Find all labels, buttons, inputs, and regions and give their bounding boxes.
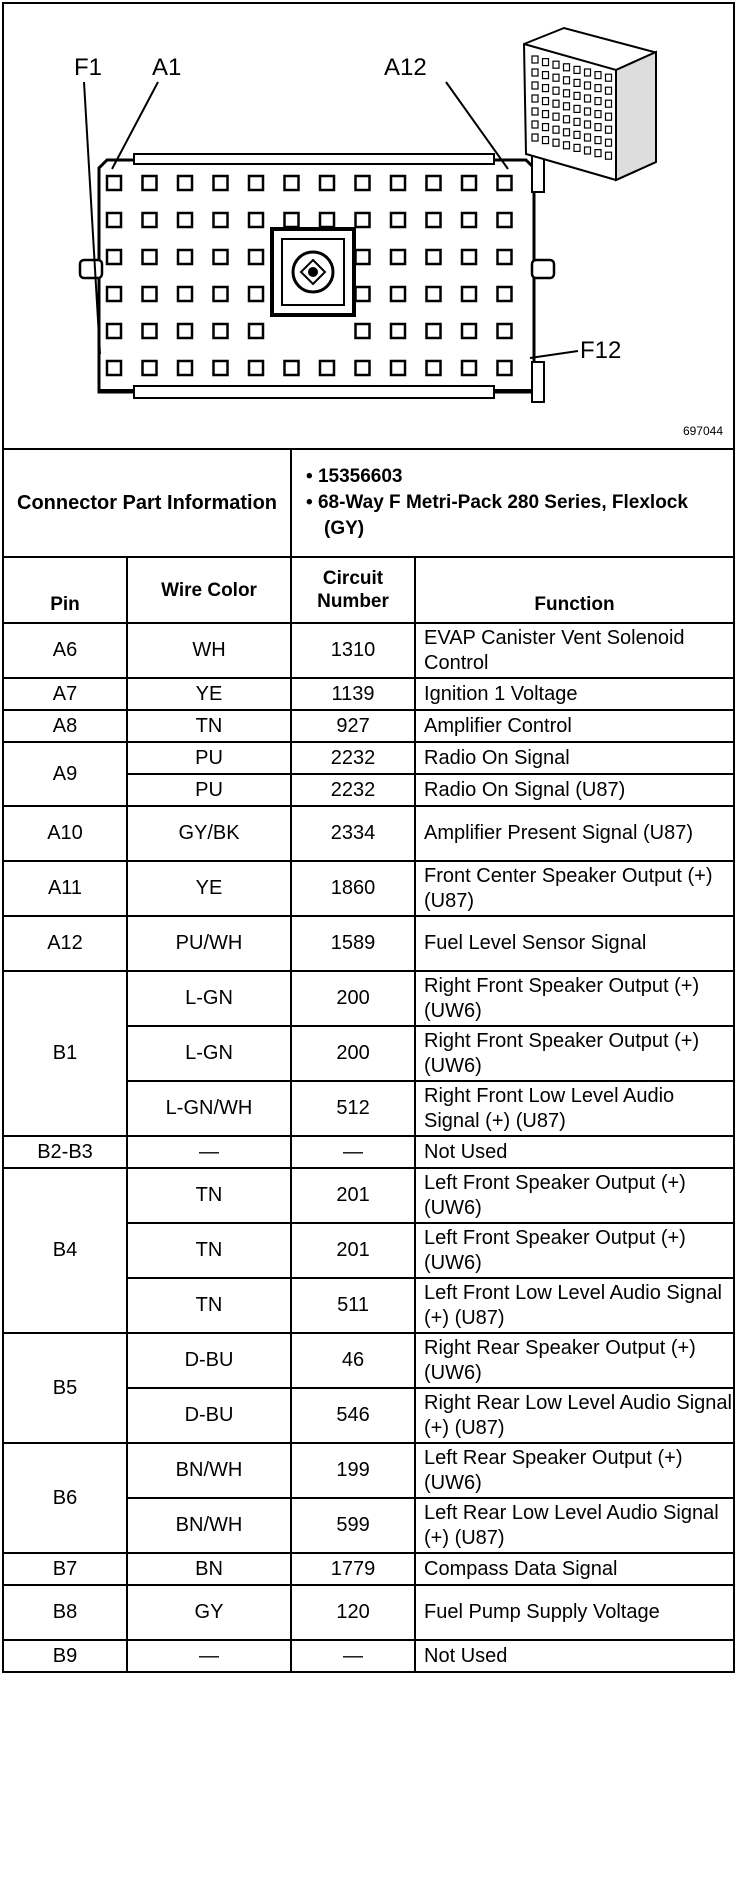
iso-pin-cavity — [606, 139, 612, 146]
iso-pin-cavity — [595, 98, 601, 105]
circuit-cell: 1779 — [291, 1553, 415, 1585]
function-cell: Fuel Level Sensor Signal — [415, 916, 734, 971]
iso-pin-cavity — [574, 105, 580, 112]
circuit-cell: 1139 — [291, 678, 415, 710]
pin-cavity — [320, 176, 334, 190]
iso-pin-cavity — [553, 87, 559, 94]
pin-cavity — [356, 287, 370, 301]
function-cell: Fuel Pump Supply Voltage — [415, 1585, 734, 1640]
iso-pin-cavity — [585, 82, 591, 89]
pin-cavity — [356, 250, 370, 264]
pin-cavity — [462, 361, 476, 375]
pin-cavity — [214, 250, 228, 264]
iso-pin-cavity — [595, 111, 601, 118]
pin-cavity — [391, 176, 405, 190]
pin-cell: A6 — [3, 623, 127, 678]
wire-color-cell: PU — [127, 774, 291, 806]
table-row — [3, 1640, 734, 1672]
function-cell: Not Used — [415, 1640, 734, 1672]
wire-color-cell: PU — [127, 742, 291, 774]
pin-cavity — [356, 324, 370, 338]
column-header-function: Function — [415, 557, 734, 623]
iso-pin-cavity — [564, 77, 570, 84]
pin-cavity — [391, 287, 405, 301]
iso-pin-cavity — [543, 137, 549, 144]
pin-cavity — [143, 176, 157, 190]
pin-cavity — [249, 176, 263, 190]
iso-pin-cavity — [574, 66, 580, 73]
column-header-wire-color: Wire Color — [127, 557, 291, 623]
pin-cavity — [391, 361, 405, 375]
pin-cavity — [462, 287, 476, 301]
pin-cavity — [214, 213, 228, 227]
circuit-cell: 927 — [291, 710, 415, 742]
circuit-cell: 1860 — [291, 861, 415, 916]
iso-pin-cavity — [606, 87, 612, 94]
wire-color-cell: L-GN — [127, 1026, 291, 1081]
circuit-cell: 546 — [291, 1388, 415, 1443]
table-row — [3, 678, 734, 710]
pin-cavity — [249, 287, 263, 301]
function-cell: Not Used — [415, 1136, 734, 1168]
pin-cavity — [427, 287, 441, 301]
pin-cavity — [107, 361, 121, 375]
iso-pin-cavity — [595, 137, 601, 144]
pin-cavity — [427, 250, 441, 264]
pin-cavity — [249, 361, 263, 375]
pin-cell: A7 — [3, 678, 127, 710]
function-cell: Radio On Signal — [415, 742, 734, 774]
iso-pin-cavity — [606, 74, 612, 81]
pin-cavity — [178, 213, 192, 227]
pin-cavity — [498, 213, 512, 227]
wire-color-cell: — — [127, 1136, 291, 1168]
wire-color-cell: GY/BK — [127, 806, 291, 861]
connector-isometric-view — [524, 28, 656, 180]
iso-pin-cavity — [606, 100, 612, 107]
pin-cavity — [498, 361, 512, 375]
pin-cavity — [320, 361, 334, 375]
circuit-cell: 599 — [291, 1498, 415, 1553]
part-number: • 15356603 — [306, 466, 403, 487]
wire-color-cell: BN/WH — [127, 1498, 291, 1553]
pin-cell: B2-B3 — [3, 1136, 127, 1168]
circuit-cell: 120 — [291, 1585, 415, 1640]
iso-pin-cavity — [585, 121, 591, 128]
wire-color-cell: TN — [127, 710, 291, 742]
wire-color-cell: YE — [127, 678, 291, 710]
function-cell: Amplifier Control — [415, 710, 734, 742]
table-row — [3, 1443, 734, 1498]
iso-pin-cavity — [564, 64, 570, 71]
circuit-cell: 1310 — [291, 623, 415, 678]
pin-cavity — [107, 213, 121, 227]
pin-cell: A11 — [3, 861, 127, 916]
pin-cavity — [285, 176, 299, 190]
iso-pin-cavity — [574, 92, 580, 99]
iso-pin-cavity — [574, 118, 580, 125]
pin-cavity — [462, 176, 476, 190]
table-row — [3, 916, 734, 971]
wire-color-cell: WH — [127, 623, 291, 678]
iso-pin-cavity — [606, 152, 612, 159]
pin-cavity — [107, 324, 121, 338]
pin-cavity — [498, 250, 512, 264]
wire-color-cell: TN — [127, 1278, 291, 1333]
pin-cavity — [178, 324, 192, 338]
function-cell: Radio On Signal (U87) — [415, 774, 734, 806]
pin-cavity — [107, 287, 121, 301]
iso-pin-cavity — [585, 147, 591, 154]
pin-cavity — [498, 324, 512, 338]
table-row — [3, 742, 734, 774]
pin-cell: B6 — [3, 1443, 127, 1553]
pin-cavity — [178, 250, 192, 264]
iso-pin-cavity — [564, 90, 570, 97]
connector-description: • 68-Way F Metri-Pack 280 Series, Flexlock (GY) — [306, 492, 688, 539]
pin-cell: B5 — [3, 1333, 127, 1443]
pin-cavity — [249, 250, 263, 264]
circuit-cell: 2232 — [291, 742, 415, 774]
pin-cell: A12 — [3, 916, 127, 971]
pin-cavity — [178, 287, 192, 301]
wire-color-cell: D-BU — [127, 1388, 291, 1443]
wire-color-cell: BN/WH — [127, 1443, 291, 1498]
iso-pin-cavity — [532, 134, 538, 141]
iso-pin-cavity — [553, 126, 559, 133]
table-row — [3, 1585, 734, 1640]
iso-pin-cavity — [543, 85, 549, 92]
circuit-cell: 201 — [291, 1168, 415, 1223]
iso-pin-cavity — [574, 144, 580, 151]
pinout-table — [2, 448, 735, 1673]
iso-pin-cavity — [585, 69, 591, 76]
wire-color-cell: — — [127, 1640, 291, 1672]
pin-cavity — [249, 324, 263, 338]
iso-pin-cavity — [564, 142, 570, 149]
pin-cavity — [143, 287, 157, 301]
circuit-cell: 201 — [291, 1223, 415, 1278]
iso-pin-cavity — [606, 126, 612, 133]
pin-cell: B1 — [3, 971, 127, 1136]
function-cell: Right Rear Speaker Output (+) (UW6) — [415, 1333, 734, 1388]
iso-pin-cavity — [595, 124, 601, 131]
iso-pin-cavity — [543, 124, 549, 131]
table-row — [3, 971, 734, 1026]
wire-color-cell: PU/WH — [127, 916, 291, 971]
iso-pin-cavity — [574, 131, 580, 138]
figure-number: 697044 — [682, 424, 723, 438]
pin-cavity — [498, 176, 512, 190]
function-cell: Ignition 1 Voltage — [415, 678, 734, 710]
pin-cavity — [427, 176, 441, 190]
circuit-cell: 512 — [291, 1081, 415, 1136]
pin-cavity — [143, 213, 157, 227]
pin-cavity — [285, 361, 299, 375]
pin-cell: B8 — [3, 1585, 127, 1640]
pin-cavity — [356, 176, 370, 190]
pin-cavity — [107, 176, 121, 190]
wire-color-cell: BN — [127, 1553, 291, 1585]
table-row — [3, 861, 734, 916]
pin-cavity — [462, 324, 476, 338]
function-cell: Left Rear Low Level Audio Signal (+) (U87) — [415, 1498, 734, 1553]
circuit-cell: 2334 — [291, 806, 415, 861]
function-cell: Front Center Speaker Output (+) (U87) — [415, 861, 734, 916]
circuit-cell: 200 — [291, 1026, 415, 1081]
wire-color-cell: GY — [127, 1585, 291, 1640]
connector-info-label: Connector Part Information — [3, 449, 291, 557]
table-row — [3, 1136, 734, 1168]
pin-cavity — [214, 287, 228, 301]
label-a12: A12 — [384, 54, 427, 81]
iso-pin-cavity — [532, 121, 538, 128]
function-cell: Left Front Speaker Output (+) (UW6) — [415, 1223, 734, 1278]
iso-pin-cavity — [595, 150, 601, 157]
pin-cavity — [249, 213, 263, 227]
circuit-cell: 511 — [291, 1278, 415, 1333]
wire-color-cell: L-GN — [127, 971, 291, 1026]
iso-pin-cavity — [595, 72, 601, 79]
pin-cavity — [391, 213, 405, 227]
iso-pin-cavity — [585, 108, 591, 115]
table-row — [3, 1168, 734, 1223]
pin-cavity — [391, 250, 405, 264]
iso-pin-cavity — [553, 100, 559, 107]
pin-cell: B4 — [3, 1168, 127, 1333]
pin-cavity — [214, 324, 228, 338]
iso-pin-cavity — [585, 95, 591, 102]
iso-pin-cavity — [585, 134, 591, 141]
iso-pin-cavity — [564, 129, 570, 136]
iso-pin-cavity — [543, 98, 549, 105]
function-cell: Compass Data Signal — [415, 1553, 734, 1585]
pin-cavity — [391, 324, 405, 338]
wire-color-cell: TN — [127, 1223, 291, 1278]
wire-color-cell: YE — [127, 861, 291, 916]
iso-pin-cavity — [532, 82, 538, 89]
iso-pin-cavity — [543, 59, 549, 66]
table-row — [3, 710, 734, 742]
iso-pin-cavity — [564, 116, 570, 123]
pin-cell: B7 — [3, 1553, 127, 1585]
pin-cavity — [214, 176, 228, 190]
function-cell: Left Front Speaker Output (+) (UW6) — [415, 1168, 734, 1223]
label-a1: A1 — [152, 54, 182, 81]
iso-pin-cavity — [553, 139, 559, 146]
pin-cavity — [498, 287, 512, 301]
iso-pin-cavity — [532, 108, 538, 115]
iso-pin-cavity — [553, 61, 559, 68]
pin-cavity — [462, 250, 476, 264]
function-cell: Left Front Low Level Audio Signal (+) (U87) — [415, 1278, 734, 1333]
function-cell: Right Front Low Level Audio Signal (+) (U87) — [415, 1081, 734, 1136]
pin-cavity — [427, 213, 441, 227]
pin-cell: A8 — [3, 710, 127, 742]
table-row — [3, 1333, 734, 1388]
pin-cell: A10 — [3, 806, 127, 861]
connector-info-details — [291, 449, 734, 557]
circuit-cell: 46 — [291, 1333, 415, 1388]
wire-color-cell: L-GN/WH — [127, 1081, 291, 1136]
column-header-pin: Pin — [3, 557, 127, 623]
circuit-cell: 2232 — [291, 774, 415, 806]
iso-pin-cavity — [574, 79, 580, 86]
pin-cavity — [356, 361, 370, 375]
iso-pin-cavity — [543, 111, 549, 118]
circuit-cell: 1589 — [291, 916, 415, 971]
table-row — [3, 1553, 734, 1585]
pin-cell: A9 — [3, 742, 127, 806]
pin-cavity — [214, 361, 228, 375]
pin-cavity — [427, 361, 441, 375]
iso-pin-cavity — [606, 113, 612, 120]
pin-cavity — [143, 324, 157, 338]
wire-color-cell: TN — [127, 1168, 291, 1223]
pin-cavity — [143, 250, 157, 264]
connector-diagram — [2, 2, 735, 450]
iso-pin-cavity — [595, 85, 601, 92]
function-cell: Left Rear Speaker Output (+) (UW6) — [415, 1443, 734, 1498]
pin-cavity — [320, 213, 334, 227]
iso-pin-cavity — [543, 72, 549, 79]
function-cell: Amplifier Present Signal (U87) — [415, 806, 734, 861]
iso-pin-cavity — [553, 74, 559, 81]
circuit-cell: 199 — [291, 1443, 415, 1498]
pin-cavity — [178, 176, 192, 190]
iso-pin-cavity — [532, 56, 538, 63]
connector-info-row — [3, 449, 734, 557]
connector-face-drawing — [4, 4, 733, 448]
pin-cavity — [462, 213, 476, 227]
circuit-cell: — — [291, 1640, 415, 1672]
pin-cavity — [285, 213, 299, 227]
iso-pin-cavity — [553, 113, 559, 120]
function-cell: Right Rear Low Level Audio Signal (+) (U87) — [415, 1388, 734, 1443]
circuit-cell: 200 — [291, 971, 415, 1026]
function-cell: Right Front Speaker Output (+) (UW6) — [415, 971, 734, 1026]
column-header-row — [3, 557, 734, 623]
function-cell: EVAP Canister Vent Solenoid Control — [415, 623, 734, 678]
function-cell: Right Front Speaker Output (+) (UW6) — [415, 1026, 734, 1081]
column-header-circuit: Circuit Number — [291, 557, 415, 623]
pin-cavity — [356, 213, 370, 227]
pin-cavity — [143, 361, 157, 375]
iso-pin-cavity — [564, 103, 570, 110]
circuit-cell: — — [291, 1136, 415, 1168]
label-f12: F12 — [580, 337, 622, 364]
iso-pin-cavity — [532, 95, 538, 102]
iso-pin-cavity — [532, 69, 538, 76]
label-f1: F1 — [74, 54, 103, 81]
table-row — [3, 623, 734, 678]
wire-color-cell: D-BU — [127, 1333, 291, 1388]
pin-cell: B9 — [3, 1640, 127, 1672]
pin-cavity — [427, 324, 441, 338]
pin-cavity — [107, 250, 121, 264]
table-row — [3, 806, 734, 861]
pin-cavity — [178, 361, 192, 375]
connector-page — [2, 2, 735, 1894]
